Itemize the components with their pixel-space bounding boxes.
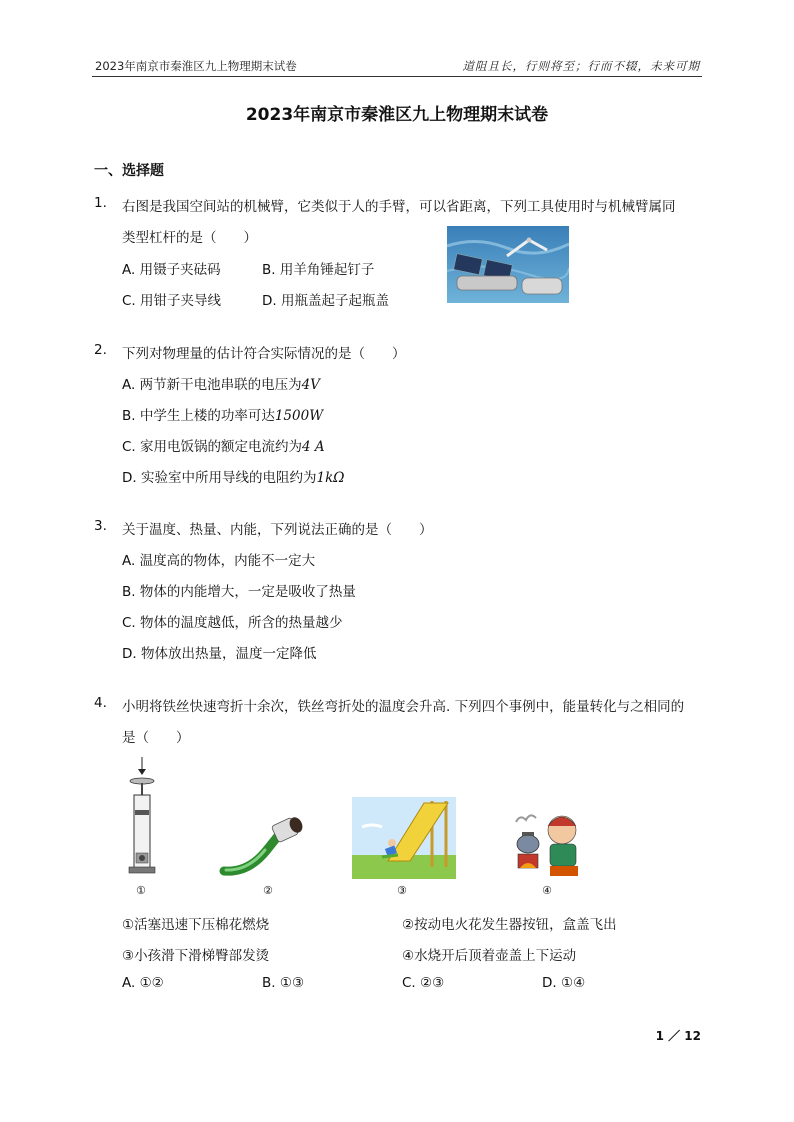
q4-event-4: ④水烧开后顶着壶盖上下运动 — [402, 948, 577, 964]
q4-event-3: ③小孩滑下滑梯臀部发烫 — [122, 948, 270, 964]
header-rule — [92, 76, 702, 77]
q1-option-b: B. 用羊角锤起钉子 — [262, 262, 375, 278]
q3-option-a: A. 温度高的物体，内能不一定大 — [122, 553, 316, 569]
q2-option-d — [122, 466, 344, 486]
q4-event-1: ①活塞迅速下压棉花燃烧 — [122, 917, 270, 933]
header-motto: 道阻且长，行则将至；行而不辍，未来可期 — [462, 59, 700, 73]
section-heading: 一、选择题 — [94, 163, 164, 179]
q3-stem: 关于温度、热量、内能，下列说法正确的是（ ） — [122, 522, 433, 538]
q1-stem-line2: 类型杠杆的是（ ） — [122, 230, 257, 246]
q2-option-b-text: B. 中学生上楼的功率可达 — [122, 408, 275, 424]
q2-option-d-text: D. 实验室中所用导线的电阻约为 — [122, 470, 317, 486]
header-left-title: 2023年南京市秦淮区九上物理期末试卷 — [95, 59, 297, 73]
q1-stem-line1: 右图是我国空间站的机械臂，它类似于人的手臂，可以省距离，下列工具使用时与机械臂属同 — [122, 199, 676, 215]
figure-label-2: ② — [263, 884, 273, 897]
slide-child-image — [352, 797, 456, 879]
q4-stem-line2: 是（ ） — [122, 730, 190, 746]
figure-label-4: ④ — [542, 884, 552, 897]
q4-number: 4. — [94, 695, 107, 711]
robotic-arm-image — [447, 226, 569, 303]
q4-option-c: C. ②③ — [402, 975, 445, 991]
q4-option-b: B. ①③ — [262, 975, 305, 991]
q2-option-a-value: 4V — [301, 377, 320, 393]
q4-stem-line1: 小明将铁丝快速弯折十余次，铁丝弯折处的温度会升高. 下列四个事例中，能量转化与之相同的 — [122, 699, 685, 715]
q3-number: 3. — [94, 518, 107, 534]
q3-option-d: D. 物体放出热量，温度一定降低 — [122, 646, 317, 662]
q2-option-d-value: 1kΩ — [316, 470, 345, 486]
figure-label-1: ① — [136, 884, 146, 897]
q4-event-2: ②按动电火花发生器按钮，盒盖飞出 — [402, 917, 617, 933]
air-compression-cylinder-image — [122, 755, 162, 880]
q1-option-c: C. 用钳子夹导线 — [122, 293, 222, 309]
q2-number: 2. — [94, 342, 107, 358]
figure-label-3: ③ — [397, 884, 407, 897]
q2-option-a-text: A. 两节新干电池串联的电压为 — [122, 377, 302, 393]
q1-option-d: D. 用瓶盖起子起瓶盖 — [262, 293, 389, 309]
q3-option-b: B. 物体的内能增大，一定是吸收了热量 — [122, 584, 356, 600]
q1-number: 1. — [94, 195, 107, 211]
q2-option-c — [122, 435, 325, 455]
q2-option-a — [122, 373, 320, 393]
spark-generator-image — [218, 815, 310, 879]
q2-option-c-text: C. 家用电饭锅的额定电流约为 — [122, 439, 303, 455]
boiling-kettle-image — [510, 808, 586, 880]
q3-option-c: C. 物体的温度越低，所含的热量越少 — [122, 615, 343, 631]
q2-option-c-value: 4 A — [302, 439, 325, 455]
page-number: 1 ／ 12 — [655, 1029, 701, 1043]
q4-option-a: A. ①② — [122, 975, 164, 991]
q4-option-d: D. ①④ — [542, 975, 586, 991]
q1-option-a: A. 用镊子夹砝码 — [122, 262, 221, 278]
q2-option-b — [122, 404, 323, 424]
page-title: 2023年南京市秦淮区九上物理期末试卷 — [245, 105, 549, 125]
q2-stem: 下列对物理量的估计符合实际情况的是（ ） — [122, 346, 406, 362]
q2-option-b-value: 1500W — [274, 408, 324, 424]
